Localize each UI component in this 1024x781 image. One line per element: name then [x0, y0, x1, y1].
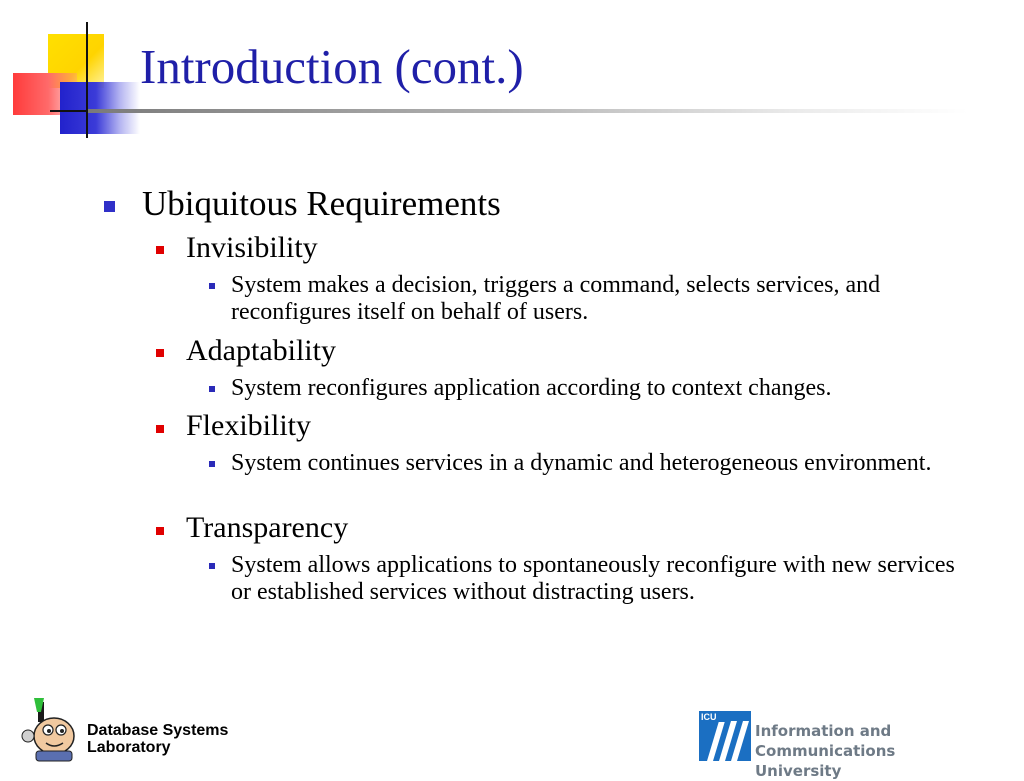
lab-name-line1: Database Systems — [87, 722, 229, 739]
lab-name — [87, 722, 228, 756]
corner-decoration — [0, 0, 160, 150]
lab-mascot-icon — [14, 696, 84, 762]
bullet-adaptability: Adaptability — [186, 334, 336, 367]
bullet-ubiquitous-requirements: Ubiquitous Requirements — [142, 184, 501, 223]
detail-invisibility: System makes a decision, triggers a command, selects services, and reconfigures itself on behalf of users. — [231, 272, 881, 325]
bullet-marker-l2 — [156, 246, 164, 254]
vertical-rule — [86, 22, 88, 138]
icu-badge-text: ICU — [701, 712, 717, 722]
lab-name-line2: Laboratory — [87, 739, 171, 756]
bullet-marker-l3 — [209, 563, 215, 569]
icu-logo — [699, 711, 751, 761]
detail-transparency: System allows applications to spontaneously reconfigure with new services or established services without distracting users. — [231, 552, 955, 605]
university-name-line1: Information and Communications — [755, 722, 896, 760]
university-name — [755, 721, 1024, 781]
bullet-transparency: Transparency — [186, 511, 349, 544]
detail-adaptability: System reconfigures application according to context changes. — [231, 375, 832, 401]
bullet-marker-l1 — [104, 201, 115, 212]
bullet-marker-l2 — [156, 527, 164, 535]
title-underline — [88, 109, 968, 113]
university-name-line2: University — [755, 762, 842, 780]
blue-bar — [60, 82, 140, 134]
bullet-marker-l3 — [209, 283, 215, 289]
bullet-marker-l2 — [156, 425, 164, 433]
detail-flexibility: System continues services in a dynamic and heterogeneous environment. — [231, 450, 932, 476]
bullet-marker-l2 — [156, 349, 164, 357]
bullet-marker-l3 — [209, 386, 215, 392]
bullet-flexibility: Flexibility — [186, 409, 312, 442]
slide-title: Introduction (cont.) — [140, 39, 524, 94]
bullet-invisibility: Invisibility — [186, 231, 318, 264]
bullet-marker-l3 — [209, 461, 215, 467]
